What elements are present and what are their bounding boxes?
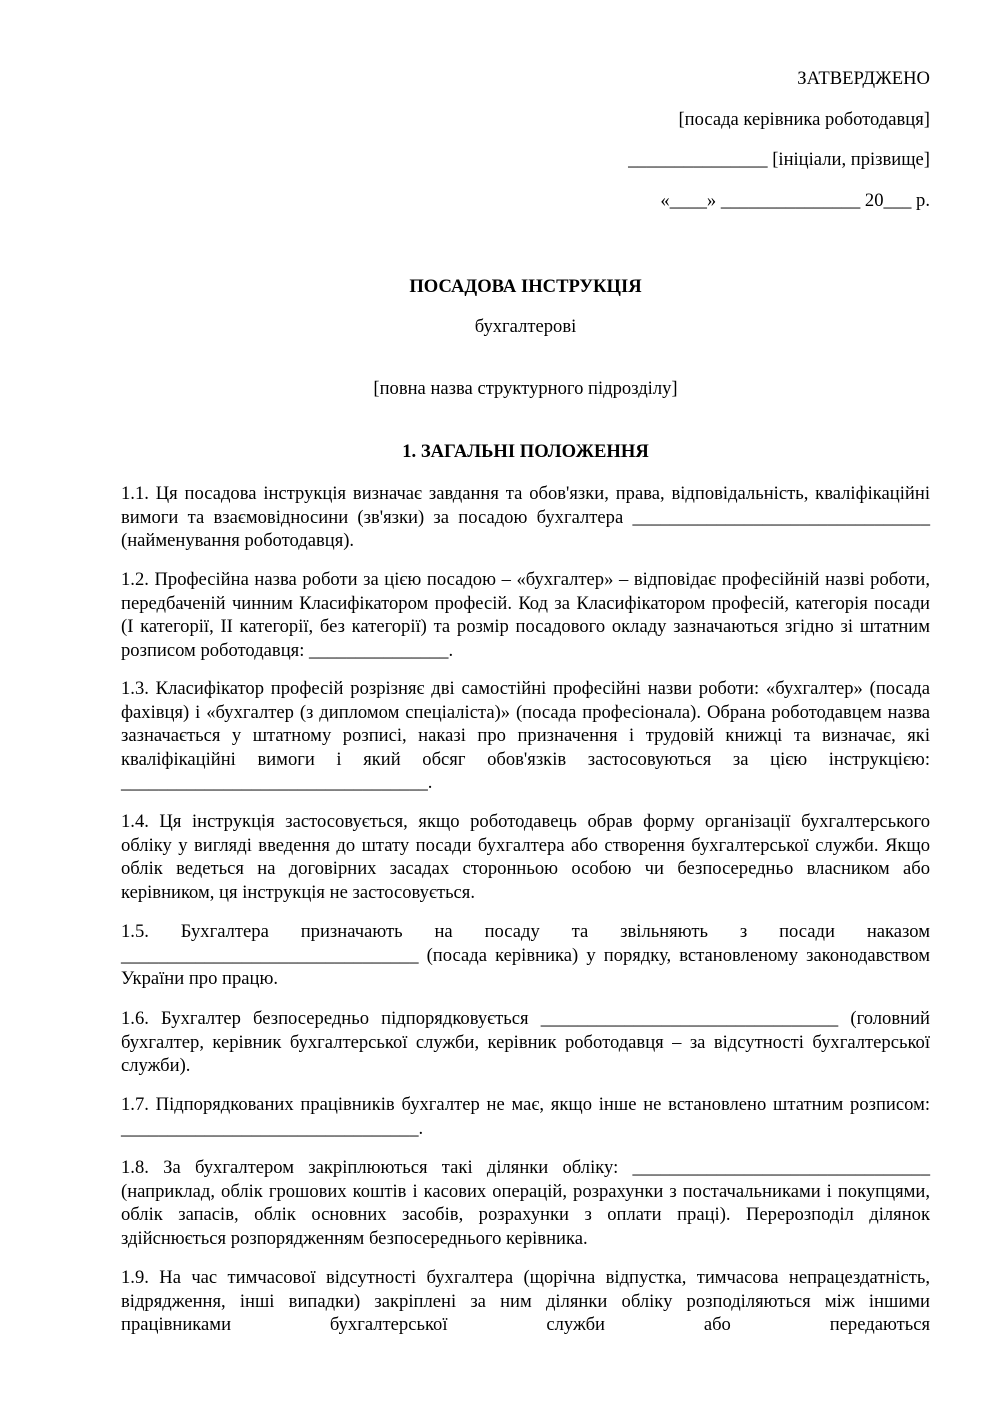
paragraph-1-8: 1.8. За бухгалтером закріплюються такі ділянки обліку: ________________________________ (наприклад, облік грошових коштів і касових операцій, розрахунки з постачальниками і покупцями, облік запасів, облік основних засобів, розрахунки з оплати праці). Перерозподіл ділянок здійснюється розпорядженням безпосереднього керівника. — [121, 1157, 930, 1249]
approver-signature: _______________ [ініціали, прізвище] — [628, 149, 930, 170]
department-name: [повна назва структурного підрозділу] — [373, 378, 678, 399]
approval-date: «____» _______________ 20___ р. — [660, 190, 930, 211]
section-heading: 1. ЗАГАЛЬНІ ПОЛОЖЕННЯ — [402, 441, 649, 462]
paragraph-1-1: 1.1. Ця посадова інструкція визначає завдання та обов'язки, права, відповідальність, кваліфікаційні вимоги та взаємовідносини (зв'язки) за посадою бухгалтера ________________________________ (найменування роботодавця). — [121, 483, 930, 551]
paragraph-1-4: 1.4. Ця інструкція застосовується, якщо роботодавець обрав форму організації бухгалтерського обліку у вигляді введення до штату посади бухгалтера або створення бухгалтерської служби. Якщо облік ведеться на договірних засадах сторонньою особою чи безпосередньо власником або керівником, ця інструкція не застосовується. — [121, 811, 930, 903]
paragraph-1-7: 1.7. Підпорядкованих працівників бухгалтер не має, якщо інше не встановлено штатним розписом: ________________________________. — [121, 1094, 930, 1139]
paragraph-1-9: 1.9. На час тимчасової відсутності бухгалтера (щорічна відпустка, тимчасова непрацездатність, відрядження, інші випадки) закріплені за ним ділянки обліку розподіляються між іншими працівниками бухгалтерської служби або передаються — [121, 1267, 930, 1335]
paragraph-1-2: 1.2. Професійна назва роботи за цією посадою – «бухгалтер» – відповідає професійній назві роботи, передбаченій чинним Класифікатором професій. Код за Класифікатором професій, категорія посади (I категорії, II категорії, без категорії) та розмір посадового окладу зазначаються згідно зі штатним розписом роботодавця: _______________. — [121, 569, 930, 661]
document-title: ПОСАДОВА ІНСТРУКЦІЯ — [409, 276, 642, 297]
paragraph-1-3: 1.3. Класифікатор професій розрізняє дві самостійні професійні назви роботи: «бухгалтер» (посада фахівця) і «бухгалтер (з дипломом спеціаліста)» (посада професіонала). Обрана роботодавцем назва зазначається у штатному розписі, наказі про призначення і трудовій книжці та визначає, які кваліфікаційні вимоги і який обсяг обов'язків застосовуються за цією інструкцією: _________________________________. — [121, 678, 930, 793]
paragraph-1-5: 1.5. Бухгалтера призначають на посаду та звільняють з посади наказом ________________________________ (посада керівника) у порядку, встановленому законодавством України про працю. — [121, 921, 930, 989]
approval-stamp: ЗАТВЕРДЖЕНО — [797, 68, 930, 89]
paragraph-1-6: 1.6. Бухгалтер безпосередньо підпорядковується ________________________________ (головний бухгалтер, керівник бухгалтерської служби, керівник роботодавця – за відсутності бухгалтерської служби). — [121, 1008, 930, 1076]
approver-position: [посада керівника роботодавця] — [678, 109, 930, 130]
document-subtitle: бухгалтерові — [474, 316, 577, 337]
